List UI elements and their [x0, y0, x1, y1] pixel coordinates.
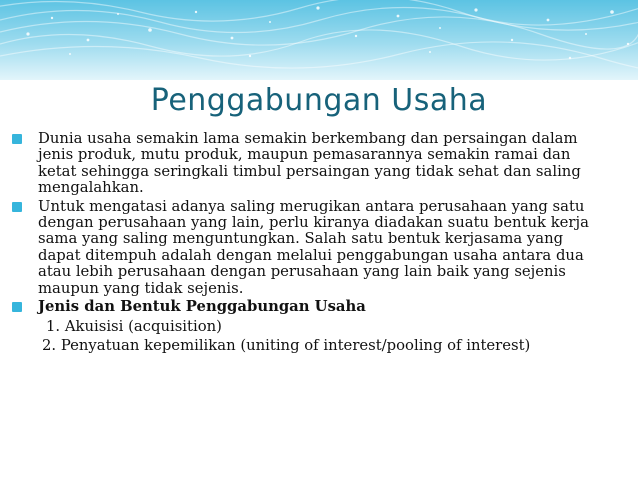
sub-item: 2. Penyatuan kepemilikan (uniting of interest/pooling of interest)	[42, 337, 531, 355]
bullet-item	[8, 199, 608, 297]
wave-pattern	[0, 0, 638, 80]
slide-content	[8, 131, 608, 355]
bullet-item-heading	[8, 299, 608, 315]
bullet-text: Untuk mengatasi adanya saling merugikan antara perusahaan yang satu dengan perusahaan yang lain, perlu kiranya diadakan suatu bentuk kerja sama yang saling menguntungkan. Salah satu bentuk kerjasama yang dapat ditempuh adalah dengan melalui penggabungan usaha antara dua atau lebih perusahaan dengan perusahaan yang lain baik yang sejenis maupun yang tidak sejenis.	[38, 197, 589, 297]
slide-title: Penggabungan Usaha	[150, 83, 488, 118]
square-bullet-icon	[12, 202, 22, 212]
bullet-item	[8, 131, 608, 197]
square-bullet-icon	[12, 134, 22, 144]
bullet-text: Dunia usaha semakin lama semakin berkembang dan persaingan dalam jenis produk, mutu produk, maupun pemasarannya semakin ramai dan ketat sehingga seringkali timbul persaingan yang tidak sehat dan saling mengalahkan.	[38, 130, 581, 197]
square-bullet-icon	[12, 302, 22, 312]
sub-item: 1. Akuisisi (acquisition)	[46, 318, 222, 336]
bullet-text: Jenis dan Bentuk Penggabungan Usaha	[38, 298, 366, 316]
decorative-banner	[0, 0, 638, 80]
